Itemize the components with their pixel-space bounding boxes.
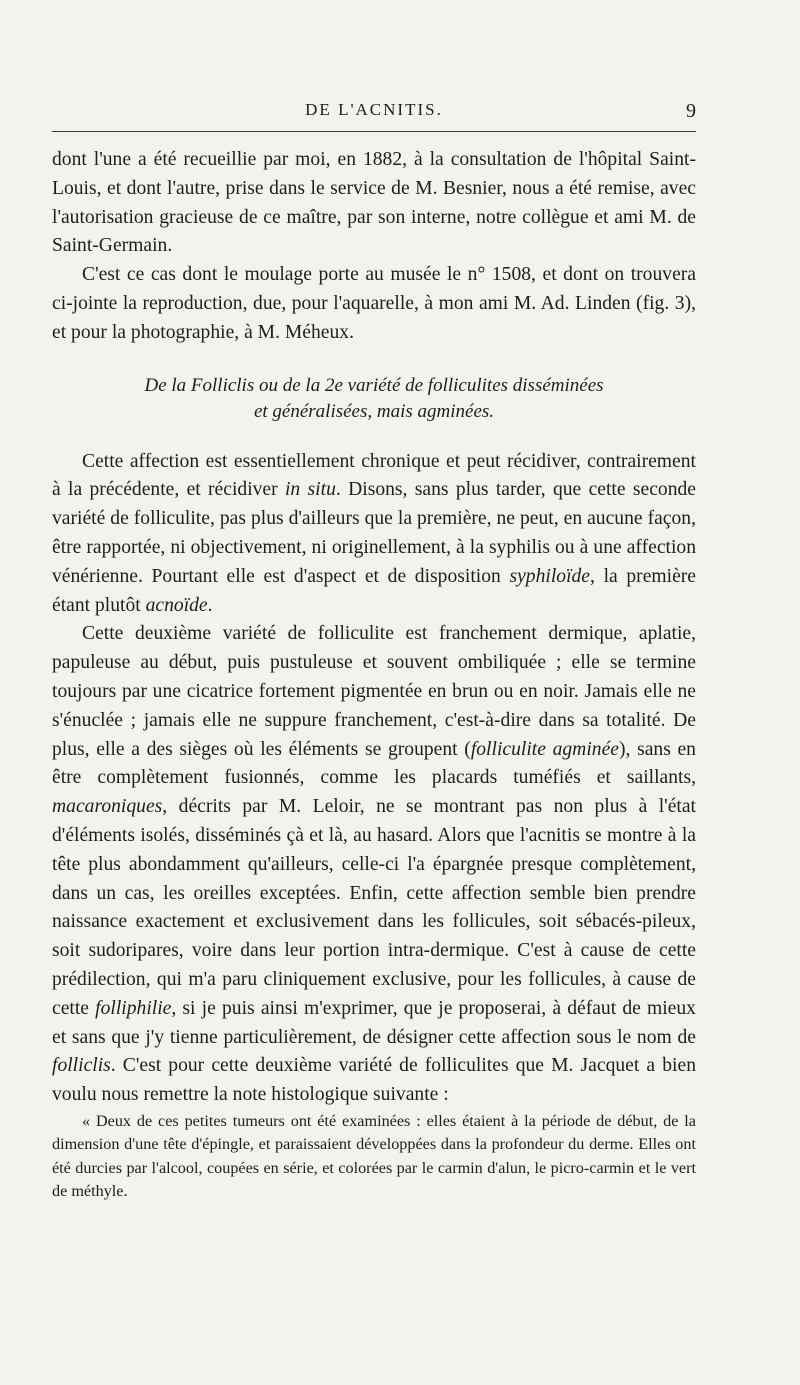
paragraph-3-text-2: . Disons, sans plus tarder, que cette seconde variété de folliculite, pas plus d'ailleurs que la première, ne peut, en aucune façon, être rapportée, ni objectivement, ni originellement, à la syphilis ou à une affection vénérienne. Pourtant elle est d'aspect et de disposition	[52, 479, 696, 587]
body-text	[52, 146, 696, 1204]
italic-folliclis: folliclis	[52, 1055, 111, 1077]
paragraph-4-text-3: , décrits par M. Leloir, ne se montrant pas non plus à l'état d'éléments isolés, disséminés çà et là, au hasard. Alors que l'acnitis se montre à la tête plus abondamment qu'ailleurs, celle-ci l'a épargnée presque complètement, dans un cas, les oreilles exceptées. Enfin, cette affection semble bien prendre naissance exactement et exclusivement dans les follicules, soit sébacés-pileux, soit sudoripares, voire dans leur portion intra-dermique. C'est à cause de cette prédilection, qui m'a paru cliniquement exclusive, pour les follicules, à cause de cette	[52, 796, 696, 1019]
paragraph-2: C'est ce cas dont le moulage porte au musée le n° 1508, et dont on trouvera ci-jointe la reproduction, due, pour l'aquarelle, à mon ami M. Ad. Linden (fig. 3), et pour la photographie, à M. Méheux.	[52, 264, 696, 343]
paragraph-4-text-5: . C'est pour cette deuxième variété de folliculites que M. Jacquet a bien voulu nous remettre la note histologique suivante :	[52, 1055, 696, 1106]
paragraph-3	[52, 448, 696, 621]
section-heading-line-2: et généralisées, mais agminées.	[253, 400, 495, 422]
italic-folliculite-agminee: folliculite agminée	[470, 738, 619, 760]
paragraph-3-text-3: , la première étant plutôt	[52, 565, 696, 616]
paragraph-4-text-4: , si je puis ainsi m'exprimer, que je proposerai, à défaut de mieux et sans que j'y tienne particulièrement, de désigner cette affection sous le nom de	[52, 997, 696, 1048]
section-heading-line-1: De la Folliclis ou de la 2e variété de folliculites disséminées	[144, 374, 604, 396]
italic-folliphilie: folliphilie	[95, 997, 172, 1019]
paragraph-3-text-1: Cette affection est essentiellement chronique et peut récidiver, contrairement à la précédente, et récidiver	[52, 450, 696, 501]
italic-in-situ: in situ	[284, 479, 336, 501]
paragraph-4-text-2: ), sans en être complètement fusionnés, comme les placards tuméfiés et saillants,	[52, 738, 696, 789]
paragraph-3-text-4: .	[207, 594, 213, 616]
paragraph-4	[52, 620, 696, 1110]
italic-acnoide: acnoïde	[145, 594, 208, 616]
italic-macaroniques: macaroniques	[52, 796, 163, 818]
running-title: DE L'ACNITIS.	[305, 100, 443, 119]
section-heading	[52, 373, 696, 425]
paragraph-1: dont l'une a été recueillie par moi, en 1882, à la consultation de l'hôpital Saint-Louis, et dont l'autre, prise dans le service de M. Besnier, nous a été remise, avec l'autorisation gracieuse de ce maître, par son interne, notre collègue et ami M. de Saint-Germain.	[52, 149, 696, 257]
page-header	[52, 100, 696, 130]
paragraph-4-text-1: Cette deuxième variété de folliculite est franchement dermique, aplatie, papuleuse au début, puis pustuleuse et souvent ombiliquée ; elle se termine toujours par une cicatrice fortement pigmentée en brun ou en noir. Jamais elle ne s'énuclée ; jamais elle ne suppure franchement, c'est-à-dire dans sa totalité. De plus, elle a des sièges où les éléments se groupent (	[52, 623, 696, 760]
histology-note: « Deux de ces petites tumeurs ont été examinées : elles étaient à la période de début, de la dimension d'une tête d'épingle, et paraissaient développées dans la profondeur du derme. Elles ont été durcies par l'alcool, coupées en série, et colorées par le carmin d'alun, le picro-carmin et le vert de méthyle.	[52, 1111, 696, 1201]
italic-syphiloide: syphiloïde	[509, 565, 591, 587]
page-number: 9	[686, 100, 696, 122]
header-rule	[52, 131, 696, 132]
